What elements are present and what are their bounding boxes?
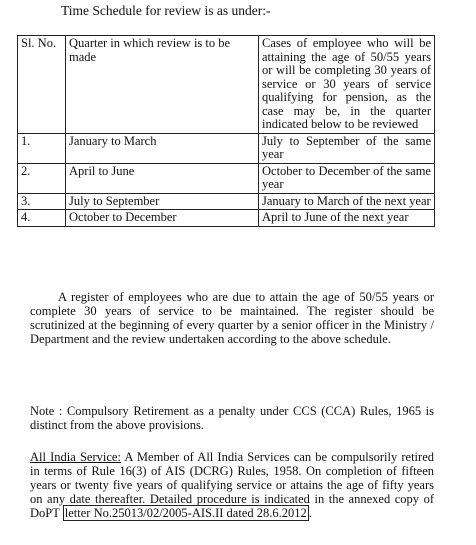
row-sl: 2. [18,163,66,193]
row-cases: April to June of the next year [259,210,435,227]
table-row [18,210,435,227]
row-quarter: April to June [66,163,259,193]
ais-text: A Member of All India Services can be compulsorily retired in terms of Rule 16(3) of AIS (DCRG) Rules, 1958. On completion of fifteen years or twenty five years of qualifying service or attains the age of fifty years on any date thereafter. Detailed procedure is indicated in the annexed copy of DoPT [30,450,434,520]
row-quarter: October to December [66,210,259,227]
ais-end: . [308,506,312,520]
header-quarter: Quarter in which review is to be made [66,36,259,134]
row-sl: 3. [18,193,66,210]
row-quarter: January to March [66,133,259,163]
table-row [18,133,435,163]
table-row [18,163,435,193]
header-cases: Cases of employee who will be attaining the age of 50/55 years or will be completing 30 years of service or 30 years of service qualifying for pension, as the case may be, in the quarter indicated below to be reviewed [259,36,435,134]
row-quarter: July to September [66,193,259,210]
table-row [18,193,435,210]
review-schedule-table [17,35,435,227]
table-header-row [18,36,435,134]
row-cases: January to March of the next year [259,193,435,210]
all-india-service-paragraph [30,450,434,520]
row-sl: 4. [18,210,66,227]
dopt-letter-reference: letter No.25013/02/2005-AIS.II dated 28.6.2012 [64,506,307,520]
header-sl-no: Sl. No. [18,36,66,134]
row-sl: 1. [18,133,66,163]
row-cases: July to September of the same year [259,133,435,163]
register-paragraph: A register of employees who are due to attain the age of 50/55 years or complete 30 years of service to be maintained. The register should be scrutinized at the beginning of every quarter by a senior officer in the Ministry / Department and the review undertaken according to the above schedule. [30,290,434,346]
row-cases: October to December of the same year [259,163,435,193]
schedule-heading: Time Schedule for review is as under:- [61,3,271,18]
ais-label: All India Service: [30,450,121,464]
note-paragraph: Note : Compulsory Retirement as a penalty under CCS (CCA) Rules, 1965 is distinct from the above provisions. [30,404,434,432]
